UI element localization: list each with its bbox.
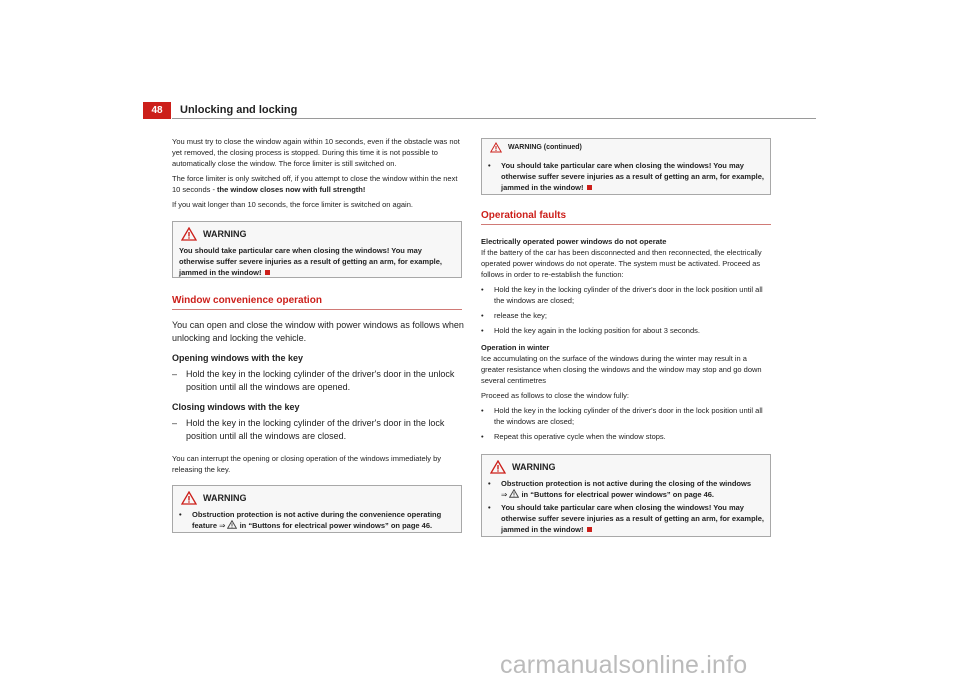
warning-bullet-text — [501, 478, 751, 500]
warning-bullet — [488, 160, 764, 193]
opening-step-text: Hold the key in the locking cylinder of the driver's door in the unlock position until all the windows are opened. — [186, 369, 455, 392]
arrow-icon: ⇒ — [501, 490, 508, 499]
list-item-text: release the key; — [494, 311, 547, 320]
warning-text-post: in “Buttons for electrical power windows” on page 46. — [519, 490, 715, 499]
warning-text-content: You should take particular care when closing the windows! You may otherwise suffer severe injuries as a result of getting an arm, for example, jammed in the window! — [179, 246, 443, 277]
list-item — [481, 431, 771, 442]
bullet-marker: • — [179, 510, 182, 519]
bullet-marker: • — [481, 406, 484, 415]
list-item — [481, 284, 771, 306]
sub1-text: If the battery of the car has been disconnected and then reconnected, the electrically operated power windows do not operate. The system must be activated. Proceed as follows in order to re-establish the function: — [481, 248, 762, 279]
warning-triangle-icon — [181, 227, 197, 241]
faults-content — [481, 236, 771, 442]
warning-text-content: You should take particular care when closing the windows! You may otherwise suffer severe injuries as a result of getting an arm, for example, jammed in the window! — [501, 161, 765, 192]
warning-text-pre: Obstruction protection is not active during the convenience operating feature — [192, 510, 442, 530]
dash-marker: – — [172, 369, 178, 379]
warning-title: WARNING — [512, 462, 556, 472]
warning-bullet-text — [501, 160, 764, 193]
arrow-icon: ⇒ — [219, 521, 226, 530]
sub-heading-winter: Operation in winter — [481, 343, 550, 352]
warning-bullet-text — [192, 509, 455, 531]
warning-triangle-icon — [181, 491, 197, 505]
warning-box-continued — [481, 138, 771, 195]
section-end-marker — [265, 270, 270, 275]
page-title: Unlocking and locking — [180, 104, 298, 116]
warning-text — [179, 245, 455, 278]
dash-marker: – — [172, 418, 178, 428]
warning-triangle-icon — [490, 142, 502, 153]
closing-step-text: Hold the key in the locking cylinder of the driver's door in the lock position until all the windows are closed. — [186, 418, 445, 441]
intro-2-text: The force limiter is only switched off, if you attempt to close the window within the next 10 seconds - — [172, 174, 458, 194]
section-rule — [172, 309, 462, 310]
bullet-marker: • — [488, 161, 491, 170]
warning-bullet-text — [501, 502, 764, 535]
list-item-text: Repeat this operative cycle when the window stops. — [494, 432, 666, 441]
warning-title: WARNING — [203, 493, 247, 503]
interrupt-note — [172, 453, 464, 479]
convenience-content — [172, 319, 464, 443]
intro-2-emphasis: the window closes now with full strength! — [217, 185, 366, 194]
warning-bullet — [179, 509, 455, 531]
sub-heading-power-windows: Electrically operated power windows do not operate — [481, 237, 667, 246]
section-end-marker — [587, 185, 592, 190]
bullet-marker: • — [481, 285, 484, 294]
list-item — [481, 325, 771, 336]
closing-heading: Closing windows with the key — [172, 402, 300, 412]
interrupt-note-text: You can interrupt the opening or closing operation of the windows immediately by releasing the key. — [172, 454, 442, 474]
section-rule — [481, 224, 771, 225]
intro-paragraph-3: If you wait longer than 10 seconds, the force limiter is switched on again. — [172, 200, 413, 209]
warning-text-pre: Obstruction protection is not active during the closing of the windows — [501, 479, 752, 488]
closing-step — [172, 417, 464, 443]
warning-text-content: You should take particular care when closing the windows! You may otherwise suffer severe injuries as a result of getting an arm, for example, jammed in the window! — [501, 503, 765, 534]
header-rule — [172, 118, 816, 119]
warning-triangle-icon — [509, 489, 519, 498]
warning-title: WARNING (continued) — [508, 144, 582, 151]
warning-header — [181, 491, 455, 505]
list-item-text: Hold the key again in the locking position for about 3 seconds. — [494, 326, 700, 335]
section-title-faults: Operational faults — [481, 210, 567, 221]
bullet-marker: • — [481, 326, 484, 335]
left-intro — [172, 136, 462, 214]
warning-text-post: in “Buttons for electrical power windows” on page 46. — [237, 521, 433, 530]
opening-step — [172, 368, 464, 394]
warning-header — [181, 227, 455, 241]
convenience-intro: You can open and close the window with power windows as follows when unlocking and locking the vehicle. — [172, 320, 464, 343]
warning-title: WARNING — [203, 229, 247, 239]
watermark: carmanualsonline.info — [500, 651, 748, 679]
intro-paragraph-1: You must try to close the window again within 10 seconds, even if the obstacle was not yet removed, the closing process is stopped. During this time it is not possible to automatically close the window. The force limiter is still switched on. — [172, 137, 460, 168]
page-number: 48 — [143, 102, 171, 119]
sub2-text-2: Proceed as follows to close the window fully: — [481, 391, 629, 400]
warning-bullet — [488, 478, 764, 500]
list-item — [481, 310, 771, 321]
warning-header — [490, 142, 764, 153]
bullet-marker: • — [488, 479, 491, 488]
list-item-text: Hold the key in the locking cylinder of the driver's door in the lock position until all the windows are closed; — [494, 285, 763, 305]
warning-triangle-icon — [490, 460, 506, 474]
section-end-marker — [587, 527, 592, 532]
warning-box-convenience — [172, 485, 462, 533]
bullet-marker: • — [481, 432, 484, 441]
warning-bullet — [488, 502, 764, 535]
bullet-marker: • — [488, 503, 491, 512]
warning-header — [490, 460, 764, 474]
bullet-marker: • — [481, 311, 484, 320]
opening-heading: Opening windows with the key — [172, 353, 304, 363]
list-item-text: Hold the key in the locking cylinder of the driver's door in the lock position until all the windows are closed; — [494, 406, 763, 426]
warning-box-window — [172, 221, 462, 278]
warning-triangle-icon — [227, 520, 237, 529]
warning-box-faults — [481, 454, 771, 537]
list-item — [481, 405, 771, 427]
sub2-text: Ice accumulating on the surface of the windows during the winter may result in a greater resistance when closing the windows and the window may stop and go down several centimetres — [481, 354, 762, 385]
intro-paragraph-2 — [172, 173, 462, 195]
section-title-convenience: Window convenience operation — [172, 295, 322, 306]
